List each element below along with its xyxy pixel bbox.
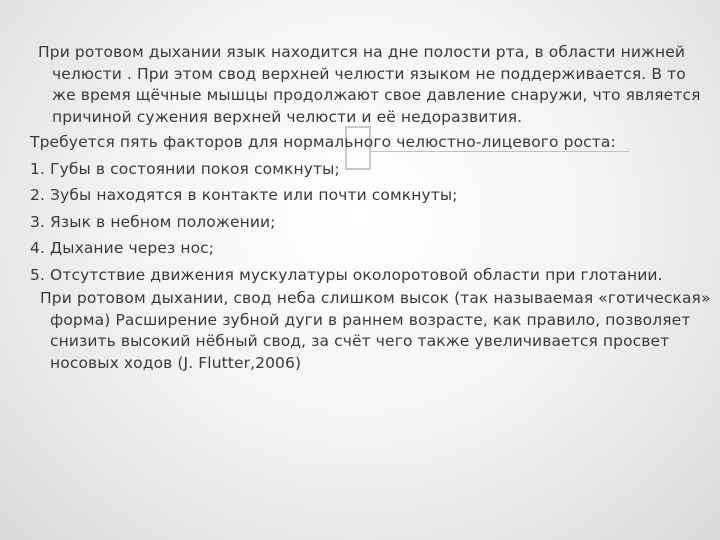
factor-item-1: 1. Губы в состоянии покоя сомкнуты; xyxy=(30,159,340,178)
slide-body-text xyxy=(30,42,714,374)
closing-paragraph: При ротовом дыхании, свод неба слишком высок (так называемая «готическая» форма) Расширение зубной дуги в раннем возрасте, как правило, позволяет снизить высокий нёбный свод, за счёт чего также увеличивается просвет носовых ходов (J. Flutter,2006) xyxy=(40,289,711,372)
factor-item-2: 2. Зубы находятся в контакте или почти сомкнуты; xyxy=(30,186,458,204)
factor-item-5: 5. Отсутствие движения мускулатуры околоротовой области при глотании. xyxy=(30,265,663,284)
factors-heading: Требуется пять факторов для нормального челюстно-лицевого роста: xyxy=(30,133,616,151)
factor-item-3: 3. Язык в небном положении; xyxy=(30,212,276,231)
intro-paragraph: При ротовом дыхании язык находится на дне полости рта, в области нижней челюсти . При этом свод верхней челюсти языком не поддерживается. В то же время щёчные мышцы продолжают свое давление снаружи, что является причиной сужения верхней челюсти и её недоразвития. xyxy=(38,43,701,126)
factor-item-4: 4. Дыхание через нос; xyxy=(30,239,215,257)
